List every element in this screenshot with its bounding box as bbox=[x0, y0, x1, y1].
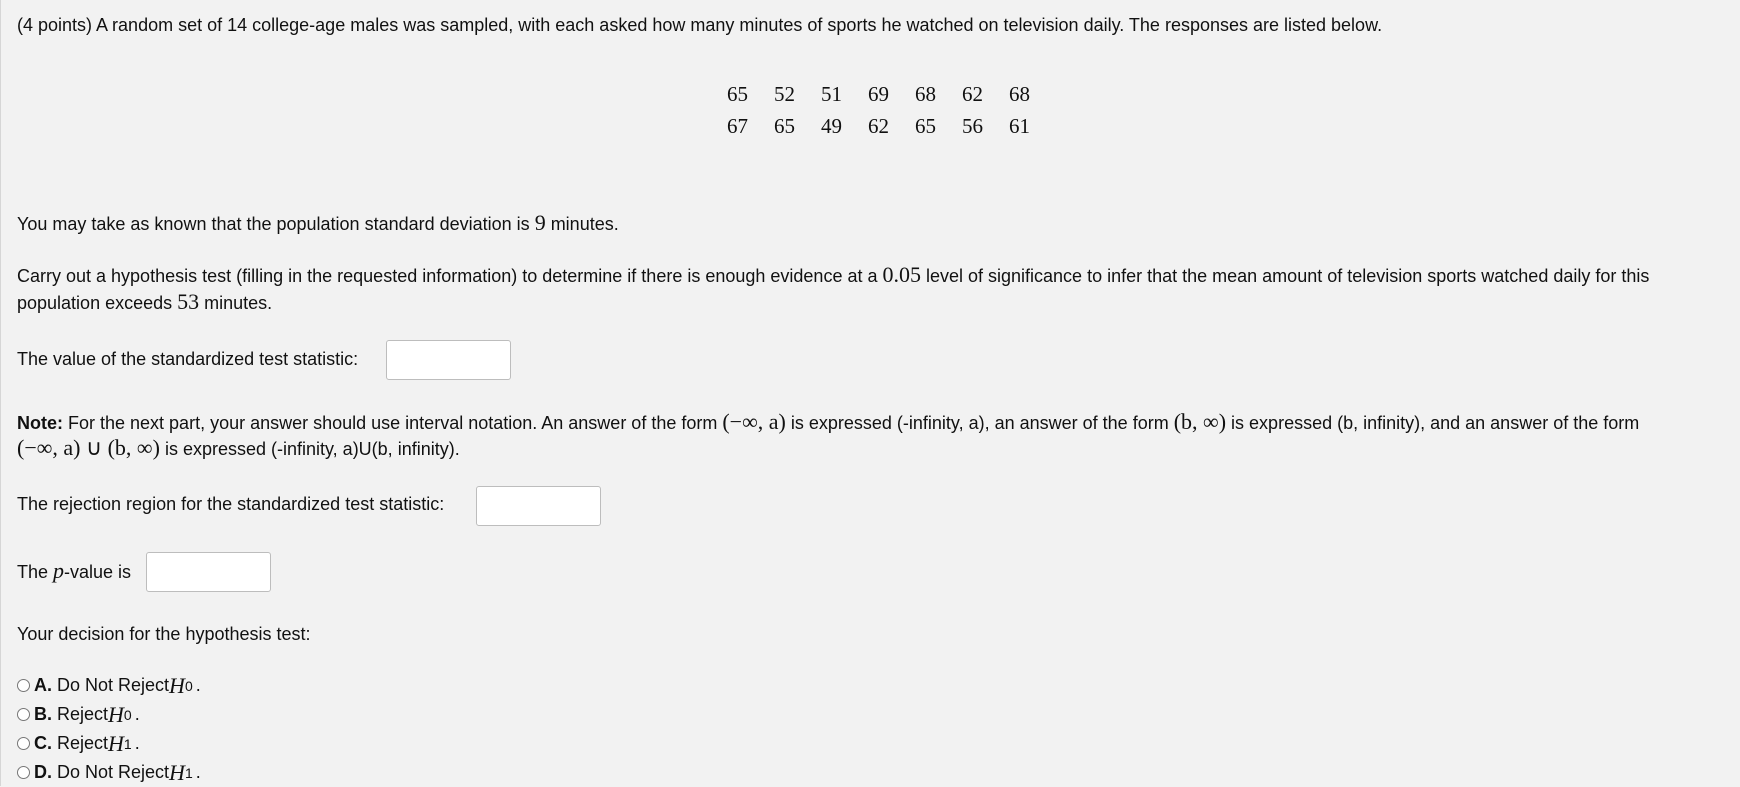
option-b[interactable] bbox=[17, 700, 201, 729]
p-value-label-post: -value is bbox=[64, 562, 132, 582]
option-var: H bbox=[108, 730, 124, 756]
note-form-1: (−∞, a) bbox=[722, 409, 786, 434]
note-line-1 bbox=[17, 409, 1639, 436]
mu0-value: 53 bbox=[177, 289, 200, 314]
option-letter: C. bbox=[34, 733, 52, 753]
carry-text-pre: Carry out a hypothesis test (filling in the requested information) to determine if there is enough evidence at a bbox=[17, 266, 883, 286]
sd-text-post: minutes. bbox=[545, 214, 619, 234]
data-cell: 69 bbox=[868, 81, 889, 106]
question-intro: (4 points) A random set of 14 college-age males was sampled, with each asked how many minutes of sports he watched on television daily. The responses are listed below. bbox=[17, 15, 1383, 35]
option-a[interactable] bbox=[17, 671, 201, 700]
decision-options bbox=[17, 671, 201, 787]
option-end: . bbox=[195, 675, 201, 695]
note-text-4: is expressed (-infinity, a)U(b, infinity). bbox=[159, 439, 460, 459]
note-line-2 bbox=[17, 435, 460, 462]
note-label: Note: bbox=[17, 413, 63, 433]
radio-button-b[interactable] bbox=[17, 708, 30, 721]
data-row bbox=[714, 78, 1043, 110]
note-form-3: (−∞, a) ∪ (b, ∞) bbox=[17, 435, 160, 460]
p-value-label bbox=[17, 558, 131, 585]
data-cell: 49 bbox=[821, 113, 842, 138]
rejection-region-input[interactable] bbox=[476, 486, 601, 526]
p-value-label-pre: The bbox=[17, 562, 54, 582]
sd-value: 9 bbox=[534, 210, 546, 235]
test-statistic-input[interactable] bbox=[386, 340, 511, 380]
data-table bbox=[714, 78, 1043, 142]
option-text: Reject bbox=[57, 704, 109, 724]
carry-text-mid: level of significance to infer that the mean amount of television sports watched daily for this population exceeds bbox=[17, 266, 1650, 313]
radio-button-d[interactable] bbox=[17, 766, 30, 779]
option-letter: B. bbox=[34, 704, 52, 724]
test-statistic-label: The value of the standardized test statistic: bbox=[17, 349, 359, 369]
option-c[interactable] bbox=[17, 729, 201, 758]
carry-out-statement bbox=[17, 262, 1732, 316]
data-cell: 56 bbox=[962, 113, 983, 138]
option-text: Do Not Reject bbox=[57, 762, 170, 782]
p-value-input[interactable] bbox=[146, 552, 271, 592]
option-end: . bbox=[195, 762, 201, 782]
data-cell: 65 bbox=[915, 113, 936, 138]
option-text: Reject bbox=[57, 733, 109, 753]
data-cell: 61 bbox=[1009, 113, 1030, 138]
alpha-value: 0.05 bbox=[882, 262, 921, 287]
p-variable: p bbox=[53, 558, 65, 583]
option-d[interactable] bbox=[17, 758, 201, 787]
data-cell: 51 bbox=[821, 81, 842, 106]
option-letter: D. bbox=[34, 762, 52, 782]
data-cell: 68 bbox=[915, 81, 936, 106]
data-row bbox=[714, 110, 1043, 142]
option-var: H bbox=[169, 759, 185, 785]
note-text-3: is expressed (b, infinity), and an answer of the form bbox=[1226, 413, 1640, 433]
option-text: Do Not Reject bbox=[57, 675, 170, 695]
data-cell: 62 bbox=[868, 113, 889, 138]
data-cell: 52 bbox=[774, 81, 795, 106]
option-sub: 0 bbox=[184, 677, 193, 694]
rejection-region-label: The rejection region for the standardized test statistic: bbox=[17, 494, 445, 514]
data-cell: 65 bbox=[774, 113, 795, 138]
radio-button-c[interactable] bbox=[17, 737, 30, 750]
carry-text-post: minutes. bbox=[199, 293, 273, 313]
note-form-2: (b, ∞) bbox=[1173, 409, 1227, 434]
option-var: H bbox=[169, 672, 185, 698]
decision-label: Your decision for the hypothesis test: bbox=[17, 624, 311, 644]
option-end: . bbox=[134, 733, 140, 753]
data-cell: 67 bbox=[727, 113, 748, 138]
option-sub: 1 bbox=[123, 735, 132, 752]
option-end: . bbox=[134, 704, 140, 724]
sd-statement bbox=[17, 210, 619, 237]
option-sub: 1 bbox=[184, 764, 193, 781]
radio-button-a[interactable] bbox=[17, 679, 30, 692]
data-cell: 62 bbox=[962, 81, 983, 106]
note-text-2: is expressed (-infinity, a), an answer of the form bbox=[785, 413, 1174, 433]
data-cell: 68 bbox=[1009, 81, 1030, 106]
option-var: H bbox=[108, 701, 124, 727]
data-cell: 65 bbox=[727, 81, 748, 106]
option-sub: 0 bbox=[123, 706, 132, 723]
option-letter: A. bbox=[34, 675, 52, 695]
note-text-1: For the next part, your answer should use interval notation. An answer of the form bbox=[63, 413, 723, 433]
sd-text-pre: You may take as known that the population standard deviation is bbox=[17, 214, 535, 234]
